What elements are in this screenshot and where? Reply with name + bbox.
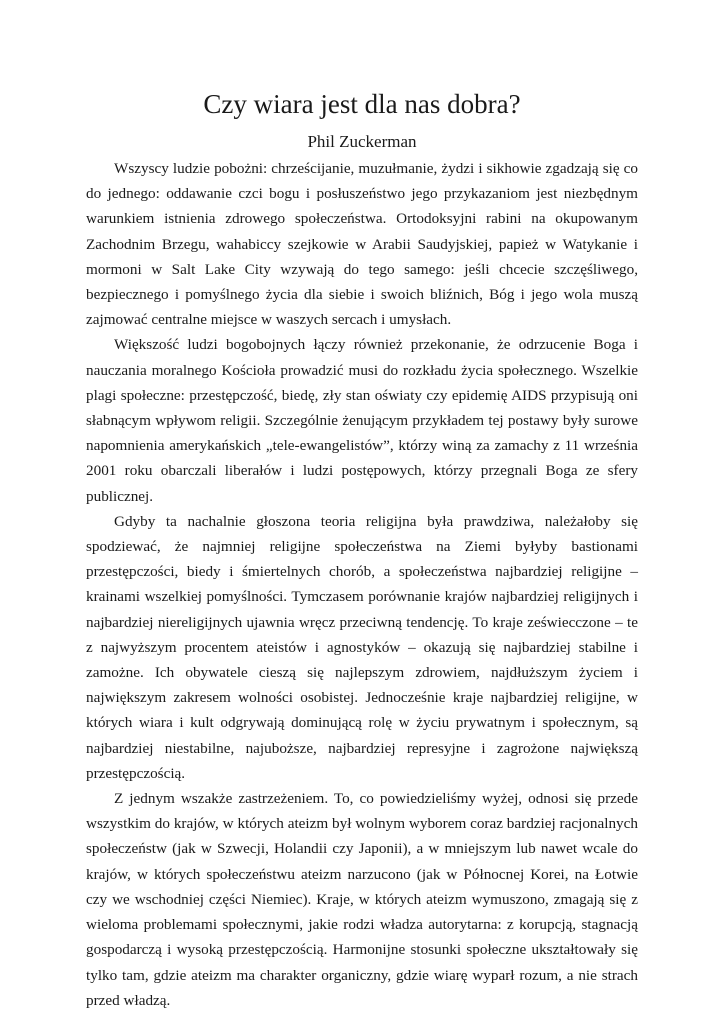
document-body (86, 156, 638, 1013)
paragraph-1: Wszyscy ludzie pobożni: chrześcijanie, muzułmanie, żydzi i sikhowie zgadzają się co do jednego: oddawanie czci bogu i posłuszeństwo jego przykazaniom jest niezbędnym warunkiem istnienia zdrowego społeczeństwa. Ortodoksyjni rabini na okupowanym Zachodnim Brzegu, wahabiccy szejkowie w Arabii Saudyjskiej, papież w Watykanie i mormoni w Salt Lake City wzywają do tego samego: jeśli chcecie szczęśliwego, bezpiecznego i pomyślnego życia dla siebie i swoich bliźnich, Bóg i jego wola muszą zajmować centralne miejsce w waszych sercach i umysłach. (86, 160, 638, 329)
paragraph-2: Większość ludzi bogobojnych łączy również przekonanie, że odrzucenie Boga i nauczania moralnego Kościoła prowadzić musi do rozkładu życia społecznego. Wszelkie plagi społeczne: przestępczość, biedę, zły stan oświaty czy epidemię AIDS przypisują oni słabnącym wpływom religii. Szczególnie żenującym przykładem tej postawy były surowe napomnienia amerykańskich „tele-ewangelistów”, którzy winą za zamachy z 11 września 2001 roku obarczali liberałów i ludzi postępowych, którzy przegnali Boga ze sfery publicznej. (86, 336, 638, 505)
paragraph-3: Gdyby ta nachalnie głoszona teoria religijna była prawdziwa, należałoby się spodziewać, że najmniej religijne społeczeństwa na Ziemi byłyby bastionami przestępczości, biedy i śmiertelnych chorób, a społeczeństwa najbardziej religijne – krainami wszelkiej pomyślności. Tymczasem porównanie krajów najbardziej religijnych i najbardziej niereligijnych ujawnia wręcz przeciwną tendencję. To kraje zeświecczone – te z najwyższym procentem ateistów i agnostyków – okazują się najbardziej stabilne i zamożne. Ich obywatele cieszą się najlepszym zdrowiem, najdłuższym życiem i największym zakresem wolności osobistej. Jednocześnie kraje najbardziej religijne, w których wiara i kult odgrywają dominującą rolę w życiu prywatnym i społecznym, są najbardziej niestabilne, najuboższe, najbardziej represyjne i zagrożone największą przestępczością. (86, 512, 638, 782)
paragraph-4: Z jednym wszakże zastrzeżeniem. To, co powiedzieliśmy wyżej, odnosi się przede wszystkim do krajów, w których ateizm był wolnym wyborem coraz bardziej racjonalnych społeczeństw (jak w Szwecji, Holandii czy Japonii), a w mniejszym lub nawet wcale do krajów, w których społeczeństwu ateizm narzucono (jak w Północnej Korei, na Łotwie czy we wschodniej części Niemiec). Kraje, w których ateizm wymuszono, zmagają się z wieloma problemami społecznymi, jakie rodzi władza autorytarna: z korupcją, stagnacją gospodarczą i wysoką przestępczością. Harmonijne stosunki społeczne ukształtowały się tylko tam, gdzie ateizm ma charakter organiczny, gdzie wiarę wyparł rozum, a nie strach przed władzą. (86, 790, 638, 1009)
document-author: Phil Zuckerman (307, 132, 417, 151)
document-page (86, 86, 638, 1013)
document-title: Czy wiara jest dla nas dobra? (203, 89, 521, 119)
